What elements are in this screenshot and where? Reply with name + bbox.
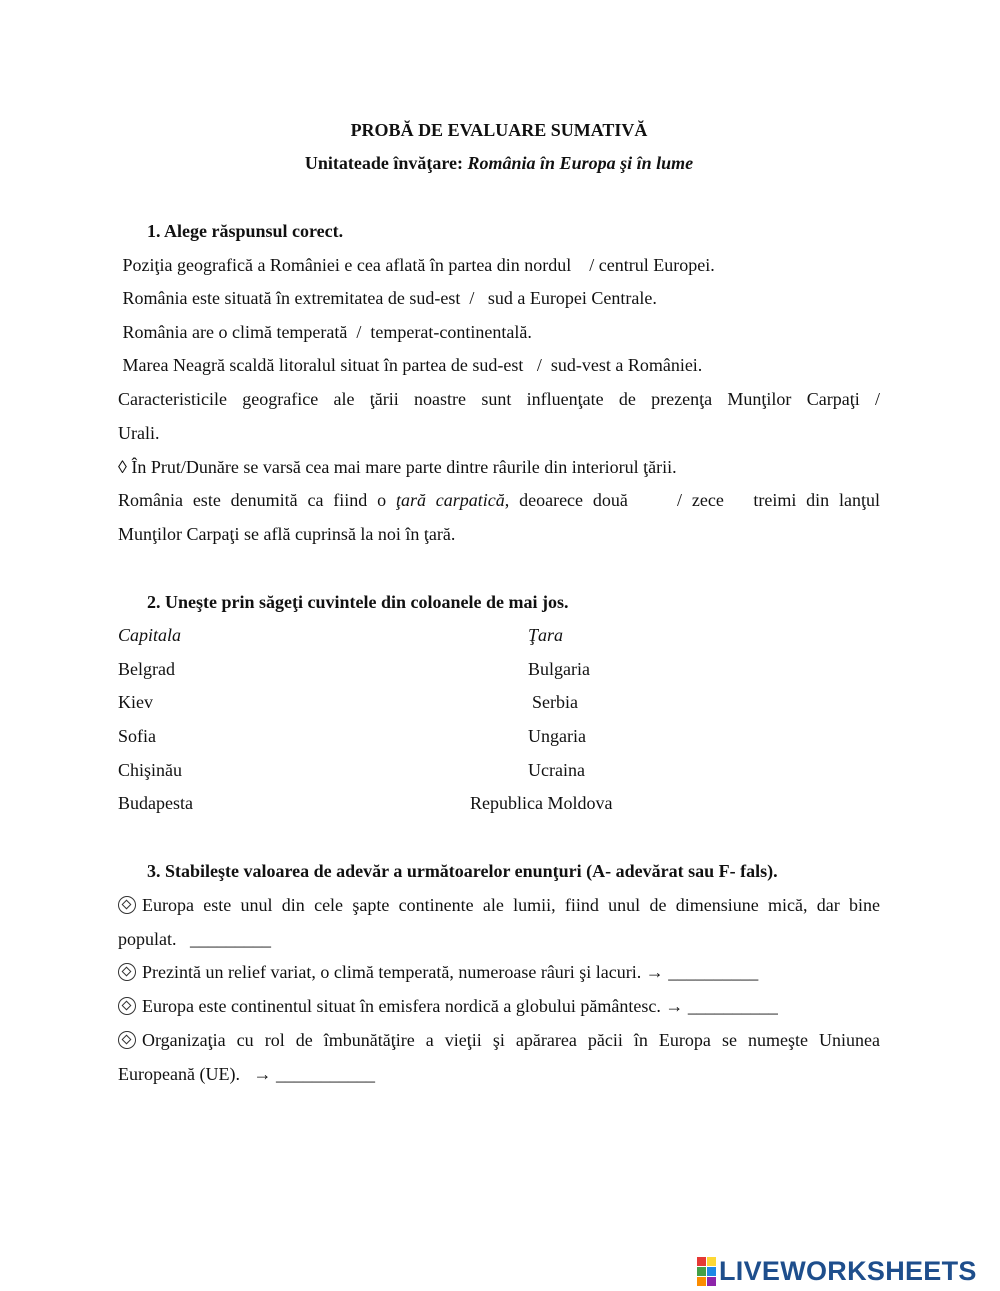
capital-item: Budapesta bbox=[118, 793, 193, 813]
unit-name: România în Europa şi în lume bbox=[467, 153, 694, 173]
capital-item: Kiev bbox=[118, 692, 153, 712]
section1-heading: 1. Alege răspunsul corect. bbox=[147, 221, 344, 241]
bullet-icon bbox=[118, 1031, 136, 1049]
unit-subtitle bbox=[118, 151, 880, 175]
country-item: Ucraina bbox=[528, 760, 585, 780]
logo-block bbox=[697, 1277, 706, 1286]
logo-block bbox=[697, 1267, 706, 1276]
logo-block bbox=[707, 1267, 716, 1276]
carpathian-italic: ţară carpatică bbox=[395, 490, 505, 510]
section1-line-9: Munţilor Carpaţi se află cuprinsă la noi în ţară. bbox=[118, 524, 456, 544]
capital-item: Chişinău bbox=[118, 760, 183, 780]
bullet-icon bbox=[118, 963, 136, 981]
section1-line-7: ◊ În Prut/Dunăre se varsă cea mai mare parte dintre râurile din interiorul ţării. bbox=[118, 457, 677, 477]
bullet-icon bbox=[118, 896, 136, 914]
logo-block bbox=[707, 1277, 716, 1286]
country-item: Republica Moldova bbox=[470, 793, 613, 813]
unit-label: Unitateade învăţare: bbox=[304, 153, 468, 173]
page-title: PROBĂ DE EVALUARE SUMATIVĂ bbox=[350, 120, 648, 140]
logo-blocks-icon bbox=[697, 1257, 716, 1286]
capital-column-header: Capitala bbox=[118, 625, 182, 645]
section1-line-4: Marea Neagră scaldă litoralul situat în partea de sud-est / sud-vest a României. bbox=[118, 355, 703, 375]
section1-line-5: Caracteristicile geografice ale ţării noastre sunt influenţate de prezenţa Munţilor Carpaţi / bbox=[118, 389, 880, 409]
statement-2: Prezintă un relief variat, o climă temperată, numeroase râuri şi lacuri. → __________ bbox=[118, 960, 758, 984]
logo-block bbox=[697, 1257, 706, 1266]
statement-1-answer[interactable]: populat. _________ bbox=[118, 929, 271, 949]
logo-text: LIVEWORKSHEETS bbox=[719, 1255, 977, 1286]
section1-line-8 bbox=[118, 488, 880, 512]
logo-block bbox=[707, 1257, 716, 1266]
statement-4-answer[interactable]: Europeană (UE). → ___________ bbox=[118, 1064, 375, 1084]
section2-heading: 2. Uneşte prin săgeţi cuvintele din coloanele de mai jos. bbox=[147, 592, 569, 612]
carpathian-post: , deoarece două / zece treimi din lanţul bbox=[504, 490, 880, 510]
liveworksheets-logo bbox=[697, 1255, 977, 1287]
statement-3: Europa este continentul situat în emisfera nordică a globului pământesc. → __________ bbox=[118, 994, 778, 1018]
section1-line-3: România are o climă temperată / temperat-continentală. bbox=[118, 322, 532, 342]
section1-line-2: România este situată în extremitatea de sud-est / sud a Europei Centrale. bbox=[118, 288, 657, 308]
carpathian-pre: România este denumită ca fiind o bbox=[118, 490, 396, 510]
section1-line-6: Urali. bbox=[118, 423, 160, 443]
country-item: Bulgaria bbox=[528, 659, 590, 679]
bullet-icon bbox=[118, 997, 136, 1015]
capital-item: Belgrad bbox=[118, 659, 175, 679]
capital-item: Sofia bbox=[118, 726, 156, 746]
section1-line-1: Poziţia geografică a României e cea aflată în partea din nordul / centrul Europei. bbox=[118, 255, 715, 275]
country-column-header: Ţara bbox=[528, 625, 564, 645]
statement-1: Europa este unul din cele şapte continente ale lumii, fiind unul de dimensiune mică, dar bine bbox=[118, 893, 880, 917]
country-item: Ungaria bbox=[528, 726, 586, 746]
statement-4: Organizaţia cu rol de îmbunătăţire a vieţii şi apărarea păcii în Europa se numeşte Uniunea bbox=[118, 1028, 880, 1052]
section3-heading: 3. Stabileşte valoarea de adevăr a următoarelor enunţuri (A- adevărat sau F- fals). bbox=[147, 861, 778, 881]
country-item: Serbia bbox=[532, 692, 578, 712]
